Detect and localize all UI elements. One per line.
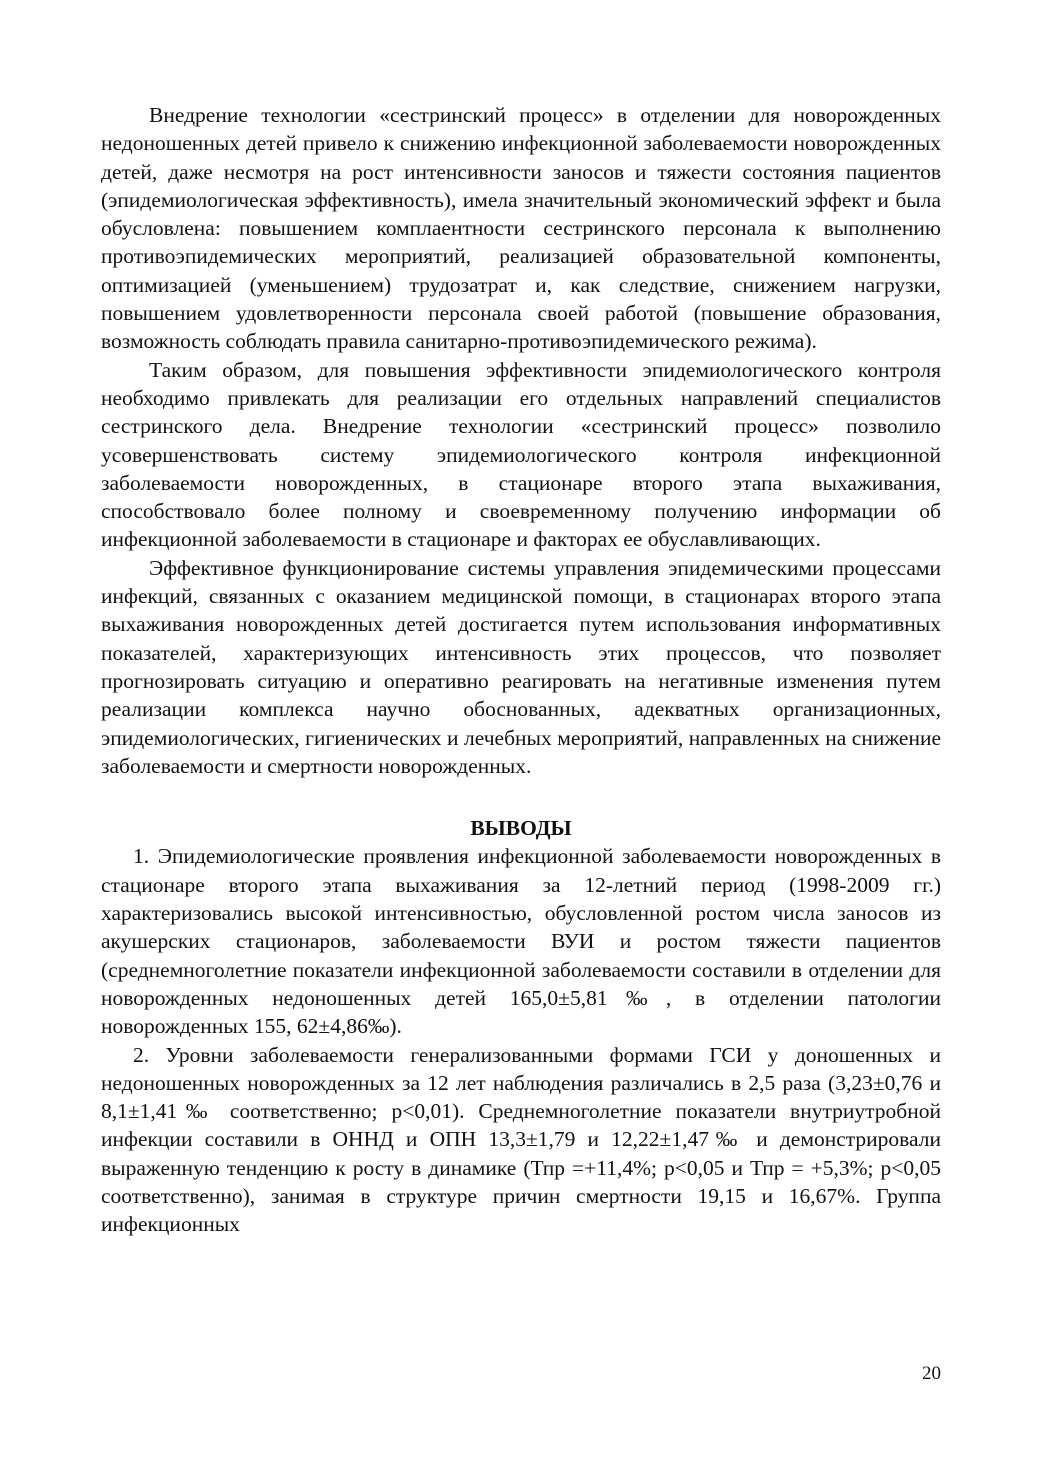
document-page <box>101 101 941 1239</box>
conclusion-item: 1. Эпидемиологические проявления инфекционной заболеваемости новорожденных в стационаре второго этапа выхаживания за 12-летний период (1998-2009 гг.) характеризовались высокой интенсивностью, обусловленной ростом числа заносов из акушерских стационаров, заболеваемости ВУИ и ростом тяжести пациентов (среднемноголетние показатели инфекционной заболеваемости составили в отделении для новорожденных недоношенных детей 165,0±5,81‰, в отделении патологии новорожденных 155, 62±4,86‰). <box>101 844 941 1039</box>
conclusions-heading: ВЫВОДЫ <box>470 816 572 841</box>
body-paragraph: Внедрение технологии «сестринский процесс» в отделении для новорожденных недоношенных детей привело к снижению инфекционной заболеваемости новорожденных детей, даже несмотря на рост интенсивности заносов и тяжести состояния пациентов (эпидемиологическая эффективность), имела значительный экономический эффект и была обусловлена: повышением комплаентности сестринского персонала к выполнению противоэпидемических мероприятий, реализацией образовательной компоненты, оптимизацией (уменьшением) трудозатрат и, как следствие, снижением нагрузки, повышением удовлетворенности персонала своей работой (повышение образования, возможность соблюдать правила санитарно-противоэпидемического режима). <box>101 103 941 354</box>
body-paragraph: Эффективное функционирование системы управления эпидемическими процессами инфекций, связанных с оказанием медицинской помощи, в стационарах второго этапа выхаживания новорожденных детей достигается путем использования информативных показателей, характеризующих интенсивность этих процессов, что позволяет прогнозировать ситуацию и оперативно реагировать на негативные изменения путем реализации комплекса научно обоснованных, адекватных организационных, эпидемиологических, гигиенических и лечебных мероприятий, направленных на снижение заболеваемости и смертности новорожденных. <box>101 555 941 778</box>
page-number: 20 <box>922 1363 941 1384</box>
conclusion-item: 2. Уровни заболеваемости генерализованными формами ГСИ у доношенных и недоношенных новорожденных за 12 лет наблюдения различались в 2,5 раза (3,23±0,76 и 8,1±1,41‰ соответственно; р<0,01). Среднемноголетние показатели внутриутробной инфекции составили в ОННД и ОПН 13,3±1,79 и 12,22±1,47‰ и демонстрировали выраженную тенденцию к росту в динамике (Тпр =+11,4%; р<0,05 и Тпр = +5,3%; р<0,05 соответственно), занимая в структуре причин смертности 19,15 и 16,67%. Группа инфекционных <box>101 1042 941 1237</box>
body-paragraph: Таким образом, для повышения эффективности эпидемиологического контроля необходимо привлекать для реализации его отдельных направлений специалистов сестринского дела. Внедрение технологии «сестринский процесс» позволило усовершенствовать систему эпидемиологического контроля инфекционной заболеваемости новорожденных, в стационаре второго этапа выхаживания, способствовало более полному и своевременному получению информации об инфекционной заболеваемости в стационаре и факторах ее обуславливающих. <box>101 357 941 552</box>
